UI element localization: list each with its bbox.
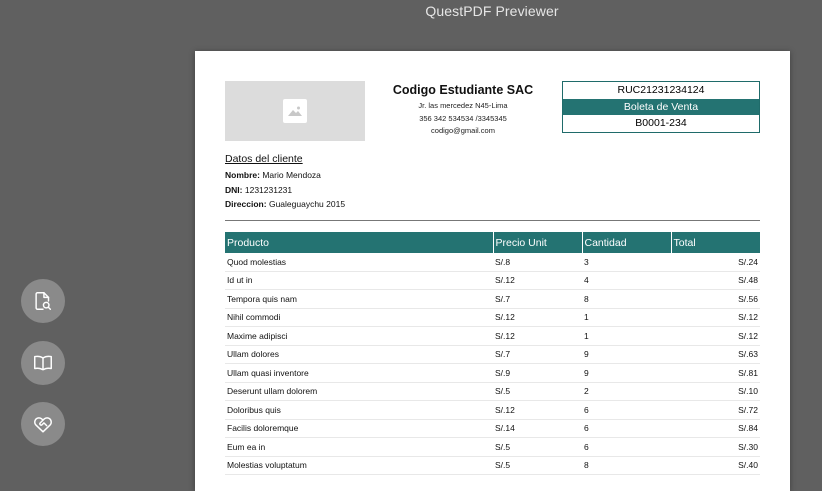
client-section-title: Datos del cliente	[225, 153, 303, 165]
table-row	[225, 438, 760, 457]
document-search-button[interactable]	[21, 279, 65, 323]
quantity-cell: 3	[582, 253, 671, 271]
unit-price-cell: S/.12	[493, 327, 582, 346]
quantity-cell: 6	[582, 419, 671, 438]
book-button[interactable]	[21, 341, 65, 385]
unit-price-cell: S/.5	[493, 382, 582, 401]
unit-price-cell: S/.5	[493, 438, 582, 457]
column-header-total: Total	[671, 232, 760, 253]
items-table	[225, 232, 760, 475]
client-data	[225, 153, 345, 212]
quantity-cell: 4	[582, 271, 671, 290]
product-cell: Maxime adipisci	[225, 327, 493, 346]
unit-price-cell: S/.9	[493, 364, 582, 383]
client-dni-row	[225, 183, 345, 198]
client-name-value: Mario Mendoza	[262, 170, 321, 180]
column-header-product: Producto	[225, 232, 493, 253]
unit-price-cell: S/.14	[493, 419, 582, 438]
unit-price-cell: S/.7	[493, 345, 582, 364]
table-row	[225, 345, 760, 364]
column-header-unit-price: Precio Unit	[493, 232, 582, 253]
product-cell: Eum ea in	[225, 438, 493, 457]
total-cell: S/.63	[671, 345, 760, 364]
company-logo-placeholder	[225, 81, 365, 141]
product-cell: Quod molestias	[225, 253, 493, 271]
quantity-cell: 6	[582, 438, 671, 457]
table-row	[225, 364, 760, 383]
table-row	[225, 271, 760, 290]
product-cell: Ullam dolores	[225, 345, 493, 364]
company-email: codigo@gmail.com	[431, 126, 495, 135]
quantity-cell: 2	[582, 382, 671, 401]
total-cell: S/.10	[671, 382, 760, 401]
document-number: B0001-234	[635, 117, 687, 129]
table-row	[225, 327, 760, 346]
product-cell: Doloribus quis	[225, 401, 493, 420]
table-row	[225, 419, 760, 438]
quantity-cell: 8	[582, 290, 671, 309]
client-name-label: Nombre:	[225, 170, 260, 180]
client-address-row	[225, 197, 345, 212]
quantity-cell: 1	[582, 327, 671, 346]
table-row	[225, 290, 760, 309]
unit-price-cell: S/.7	[493, 290, 582, 309]
quantity-cell: 8	[582, 456, 671, 475]
document-type: Boleta de Venta	[563, 99, 759, 116]
total-cell: S/.56	[671, 290, 760, 309]
total-cell: S/.84	[671, 419, 760, 438]
divider	[225, 220, 760, 221]
sponsor-button[interactable]	[21, 402, 65, 446]
ruc-number: RUC21231234124	[617, 84, 705, 96]
client-name-row	[225, 168, 345, 183]
total-cell: S/.48	[671, 271, 760, 290]
client-dni-value: 1231231231	[244, 184, 293, 195]
product-cell: Facilis doloremque	[225, 419, 493, 438]
company-address: Jr. las mercedez N45-Lima	[418, 101, 508, 110]
company-info	[375, 83, 551, 138]
total-cell: S/.24	[671, 253, 760, 271]
quantity-cell: 9	[582, 364, 671, 383]
book-open-icon	[31, 352, 55, 374]
client-address-value: Gualeguaychu 2015	[268, 199, 346, 209]
table-row	[225, 308, 760, 327]
quantity-cell: 1	[582, 308, 671, 327]
total-cell: S/.40	[671, 456, 760, 475]
image-placeholder-icon	[283, 99, 307, 123]
unit-price-cell: S/.12	[493, 308, 582, 327]
company-phones: 356 342 534534 /3345345	[419, 113, 507, 123]
product-cell: Deserunt ullam dolorem	[225, 382, 493, 401]
table-header-row	[225, 232, 760, 253]
quantity-cell: 6	[582, 401, 671, 420]
total-cell: S/.12	[671, 308, 760, 327]
product-cell: Id ut in	[225, 271, 493, 290]
unit-price-cell: S/.8	[493, 253, 582, 271]
unit-price-cell: S/.12	[493, 401, 582, 420]
table-row	[225, 382, 760, 401]
product-cell: Ullam quasi inventore	[225, 364, 493, 383]
company-name: Codigo Estudiante SAC	[392, 83, 534, 97]
total-cell: S/.72	[671, 401, 760, 420]
unit-price-cell: S/.12	[493, 271, 582, 290]
table-row	[225, 253, 760, 271]
client-address-label: Direccion:	[225, 199, 267, 209]
pdf-page	[195, 51, 790, 491]
table-row	[225, 401, 760, 420]
unit-price-cell: S/.5	[493, 456, 582, 475]
product-cell: Tempora quis nam	[225, 290, 493, 309]
app-title: QuestPDF Previewer	[425, 3, 559, 19]
product-cell: Molestias voluptatum	[225, 456, 493, 475]
document-search-icon	[32, 290, 54, 312]
client-dni-label: DNI:	[225, 184, 243, 195]
product-cell: Nihil commodi	[225, 308, 493, 327]
ruc-box	[562, 81, 760, 133]
table-row	[225, 456, 760, 475]
quantity-cell: 9	[582, 345, 671, 364]
heart-handshake-icon	[31, 413, 55, 435]
total-cell: S/.30	[671, 438, 760, 457]
total-cell: S/.12	[671, 327, 760, 346]
column-header-quantity: Cantidad	[582, 232, 671, 253]
total-cell: S/.81	[671, 364, 760, 383]
